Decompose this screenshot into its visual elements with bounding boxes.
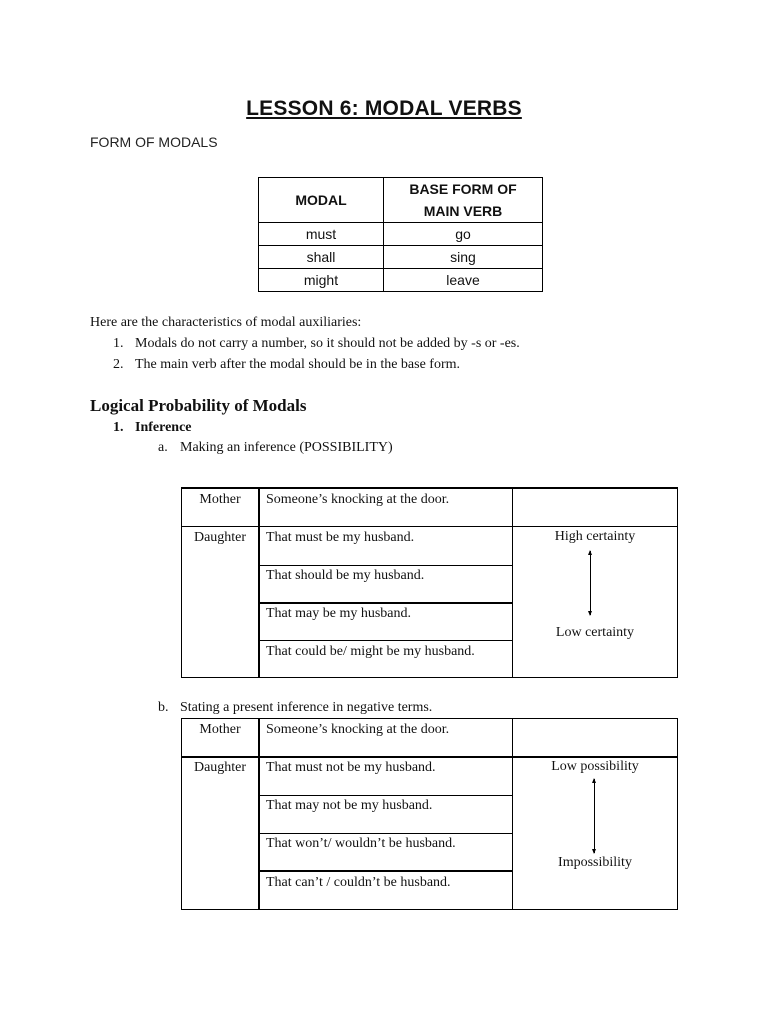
daughter-label: Daughter (193, 760, 247, 775)
daughter-line: That won’t/ wouldn’t be husband. (266, 836, 456, 851)
double-arrow-icon (594, 779, 595, 853)
row-divider (259, 565, 512, 566)
double-arrow-icon (590, 551, 591, 615)
row-divider (259, 833, 512, 834)
mother-label: Mother (199, 492, 241, 507)
column-divider (512, 489, 513, 678)
modal-form-table (258, 177, 543, 292)
table-a-caption (158, 440, 393, 456)
scale-top-label: Low possibility (551, 759, 639, 774)
list-item (113, 354, 520, 375)
mother-line: Someone’s knocking at the door. (266, 492, 450, 507)
list-text: Modals do not carry a number, so it should not be added by -s or -es. (135, 336, 520, 351)
daughter-line: That may be my husband. (266, 606, 412, 621)
inference-label: Inference (135, 420, 192, 435)
inference-table-b (181, 718, 678, 910)
table-row (259, 246, 543, 269)
mother-label: Mother (199, 722, 241, 737)
base-form-column-header (384, 178, 543, 223)
daughter-line: That must not be my husband. (266, 760, 436, 775)
row-divider (259, 870, 512, 872)
characteristics-list (113, 333, 520, 375)
page-title: LESSON 6: MODAL VERBS (246, 97, 522, 120)
row-divider (259, 640, 512, 641)
scale-bottom-label: Low certainty (555, 625, 635, 640)
table-a-caption-text: Making an inference (POSSIBILITY) (180, 440, 393, 455)
row-divider (259, 602, 512, 604)
modal-column-header: MODAL (259, 178, 384, 223)
inference-table-a (181, 487, 678, 678)
list-number: 2. (113, 357, 124, 372)
base-form-cell: leave (384, 269, 543, 292)
list-text: The main verb after the modal should be in the base form. (135, 357, 461, 372)
daughter-line: That can’t / couldn’t be husband. (266, 875, 451, 890)
form-of-modals-label: FORM OF MODALS (90, 134, 218, 150)
list-number: 1. (113, 336, 124, 351)
characteristics-intro: Here are the characteristics of modal auxiliaries: (90, 315, 362, 330)
mother-line: Someone’s knocking at the door. (266, 722, 450, 737)
inference-number: 1. (113, 420, 124, 435)
modal-cell: might (259, 269, 384, 292)
base-form-cell: sing (384, 246, 543, 269)
daughter-label: Daughter (193, 530, 247, 545)
table-b-letter: b. (158, 700, 169, 715)
table-row (259, 223, 543, 246)
row-divider (182, 526, 677, 527)
logical-probability-heading: Logical Probability of Modals (90, 396, 307, 415)
daughter-line: That must be my husband. (266, 530, 415, 545)
row-divider (182, 756, 677, 758)
daughter-line: That should be my husband. (266, 568, 425, 583)
base-form-cell: go (384, 223, 543, 246)
scale-top-label: High certainty (554, 529, 636, 544)
column-divider (512, 719, 513, 909)
modal-cell: shall (259, 246, 384, 269)
table-b-caption-text: Stating a present inference in negative terms. (180, 700, 433, 715)
table-a-letter: a. (158, 440, 168, 455)
daughter-line: That could be/ might be my husband. (266, 644, 475, 659)
column-divider (258, 489, 260, 678)
daughter-line: That may not be my husband. (266, 798, 433, 813)
row-divider (259, 795, 512, 796)
table-b-caption (158, 700, 432, 716)
column-divider (258, 719, 260, 909)
scale-bottom-label: Impossibility (558, 855, 632, 870)
modal-cell: must (259, 223, 384, 246)
table-row (259, 269, 543, 292)
list-item (113, 333, 520, 354)
modal-table-header-row (259, 178, 543, 223)
inference-heading (113, 420, 192, 436)
base-form-header-text: BASE FORM OF MAIN VERB (409, 181, 517, 219)
